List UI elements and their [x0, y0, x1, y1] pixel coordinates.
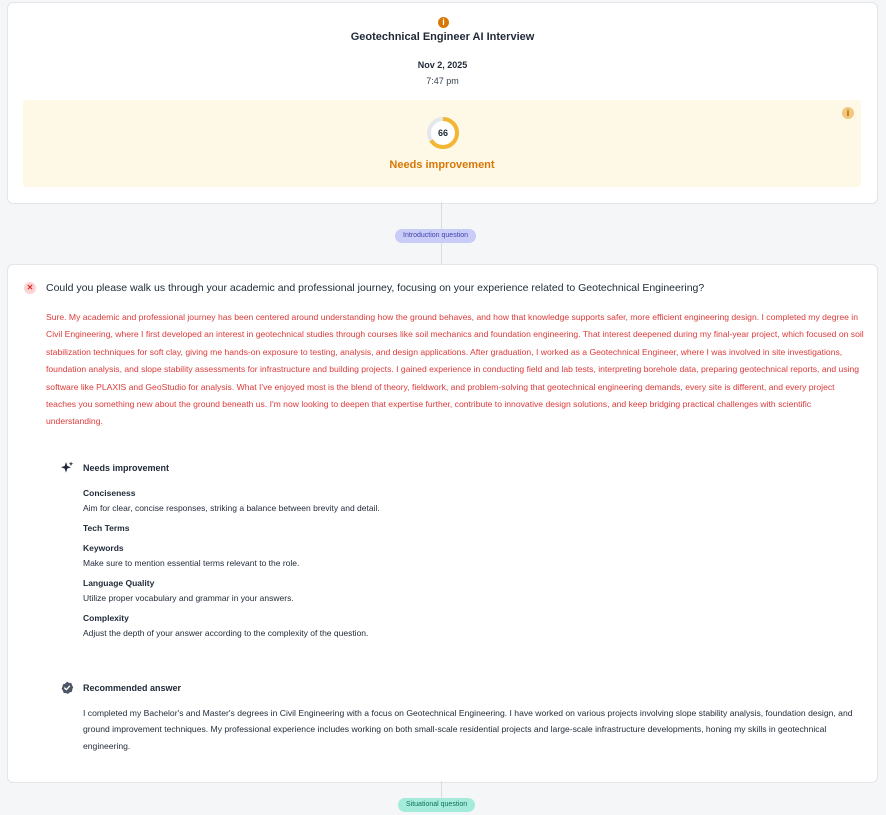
score-info-icon[interactable]: i [842, 107, 854, 119]
metric-description: Adjust the depth of your answer according to the complexity of the question. [83, 628, 369, 638]
metric-name: Conciseness [83, 488, 136, 498]
metric-name: Tech Terms [83, 523, 130, 533]
needs-improvement-title: Needs improvement [83, 463, 170, 473]
verified-badge-icon [60, 681, 74, 695]
metric-description: Aim for clear, concise responses, striking a balance between brevity and detail. [83, 503, 380, 513]
introduction-question-badge: Introduction question [395, 229, 476, 243]
metric-description: Make sure to mention essential terms relevant to the role. [83, 558, 300, 568]
recommended-answer-text: I completed my Bachelor's and Master's degrees in Civil Engineering with a focus on Geotechnical Engineering. I have worked on various projects involving slope stability analysis, foundation design, and ground improvement techniques. My professional experience includes working on both small-scale residential projects and large-scale infrastructure developments, honing my skills in geotechnical engineering. [83, 708, 853, 751]
question-text: Could you please walk us through your academic and professional journey, focusing on your experience related to Geotechnical Engineering? [46, 282, 705, 294]
interview-date: Nov 2, 2025 [417, 60, 468, 70]
score-value: 66 [437, 128, 448, 138]
incorrect-icon: ✕ [24, 282, 36, 294]
timeline-connector [441, 781, 442, 798]
interview-time: 7:47 pm [426, 76, 459, 86]
metric-description: Utilize proper vocabulary and grammar in your answers. [83, 593, 294, 603]
score-panel [23, 100, 861, 187]
interview-summary-card [7, 2, 878, 204]
sparkle-icon [60, 461, 74, 475]
metric-name: Language Quality [83, 578, 155, 588]
interview-title: Geotechnical Engineer AI Interview [350, 31, 535, 43]
candidate-answer: Sure. My academic and professional journey has been centered around understanding how the ground behaves, and how that knowledge supports safer, more efficient engineering design. I completed my degree in Civil Engineering, where I first developed an interest in geotechnical studies through courses like soil mechanics and foundation engineering. That interest deepened during my final-year project, which focused on soil stabilization techniques for soft clay, giving me hands-on exposure to testing, analysis, and design applications. After graduation, I worked as a Geotechnical Engineer, where I was involved in site investigations, foundation analysis, and slope stability assessments for infrastructure and building projects. I gained experience in conducting field and lab tests, interpreting borehole data, preparing geotechnical reports, and using software like PLAXIS and GeoStudio for analysis. What I've enjoyed most is the blend of theory, fieldwork, and problem-solving that geotechnical engineering demands, every site is different, and every project teaches you something new about the ground beneath us. I'm now looking to deepen that expertise further, contribute to innovative design solutions, and keep bridging practical challenges with scientific understanding. [46, 312, 864, 427]
situational-question-badge: Situational question [398, 798, 475, 812]
info-icon[interactable]: i [438, 17, 449, 28]
recommended-answer-title: Recommended answer [83, 683, 182, 693]
score-status: Needs improvement [389, 159, 495, 171]
question-card [7, 264, 878, 783]
metric-name: Keywords [83, 543, 124, 553]
metric-name: Complexity [83, 613, 129, 623]
